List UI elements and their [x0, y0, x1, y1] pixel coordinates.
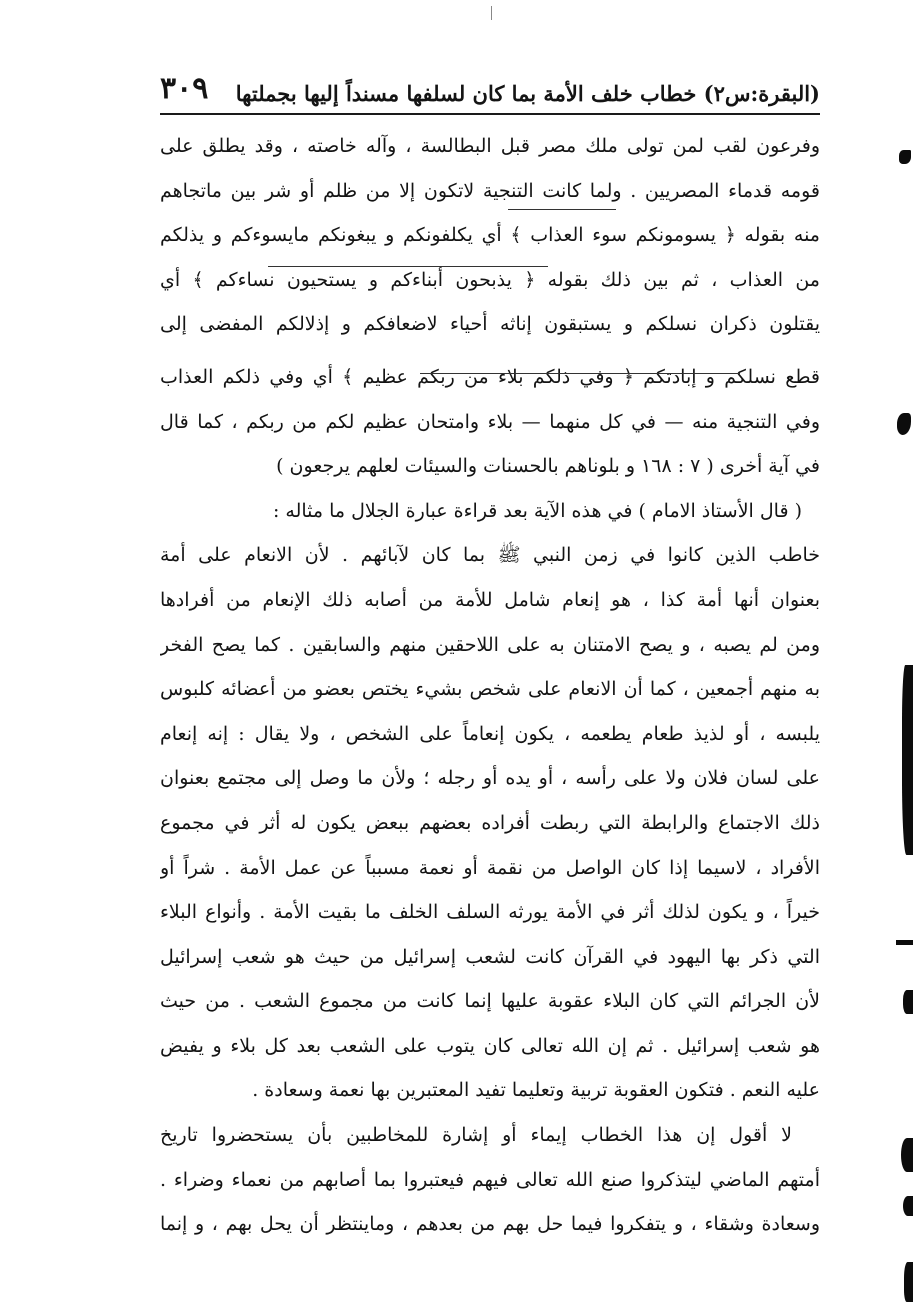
scan-artifact	[491, 6, 492, 20]
text-line: عليه النعم . فتكون العقوبة تربية وتعليما تفيد المعتبرين بها نعمة وسعادة .	[252, 1079, 820, 1102]
margin-ink-dash	[896, 940, 913, 945]
text-line: وفرعون لقب لمن تولى ملك مصر قبل البطالسة ، وآله خاصته ، وقد يطلق على	[160, 135, 820, 157]
text-line: الأفراد ، لاسيما إذا كان الواصل من نقمة أو نعمة مسبباً عن عمل الأمة . شراً أو	[160, 856, 820, 879]
running-head: (البقرة:س٢) خطاب خلف الأمة بما كان لسلفها مسنداً إليها بجملتها	[235, 81, 820, 106]
text-line: يلبسه ، أو لذيذ طعام يطعمه ، يكون إنعاماً على الشخص ، ولا يقال : إنه إنعام	[160, 722, 820, 745]
text-underline	[508, 209, 616, 210]
text-line: خيراً ، و يكون لذلك أثر في الأمة يورثه السلف الخلف ما بقيت الأمة . وأنواع البلاء	[160, 901, 820, 924]
text-underline	[268, 266, 548, 267]
text-line: وسعادة وشقاء ، و يتفكروا فيما حل بهم من بعدهم ، وماينتظر أن يحل بهم ، و إنما	[160, 1213, 820, 1236]
text-line: وفي التنجية منه — في كل منهما — بلاء وامتحان عظيم لكم من ربكم ، كما قال	[160, 410, 820, 433]
text-line: خاطب الذين كانوا في زمن النبي ﷺ بما كان لآبائهم . لأن الانعام على أمة	[160, 544, 820, 567]
text-line: لأن الجرائم التي كان البلاء عقوبة عليها إنما كانت من مجموع الشعب . من حيث	[160, 990, 820, 1013]
text-line: بعنوان أنها أمة كذا ، هو إنعام شامل للأمة من أصابه ذلك الإنعام من أفرادها	[160, 588, 820, 611]
text-line: ( قال الأستاذ الامام ) في هذه الآية بعد قراءة عبارة الجلال ما مثاله :	[272, 499, 802, 522]
margin-ink-spot	[903, 990, 913, 1014]
text-line: منه بقوله ﴿ يسومونكم سوء العذاب ﴾ أي يكلفونكم و يبغونكم مايسوءكم و يذلكم	[160, 224, 820, 247]
margin-ink-spot	[903, 1196, 913, 1216]
text-line: في آية أخرى ( ٧ : ١٦٨ و بلوناهم بالحسنات والسيئات لعلهم يرجعون )	[276, 455, 820, 478]
margin-ink-spot	[897, 413, 911, 435]
margin-ink-spot	[904, 1262, 913, 1302]
page-number: ٣٠٩	[160, 71, 209, 106]
text-line: يقتلون ذكران نسلكم و يستبقون إناثه أحياء لاضعافكم و إذلالكم المفضى إلى	[160, 313, 820, 336]
text-line: هو شعب إسرائيل . ثم إن الله تعالى كان يتوب على الشعب بعد كل بلاء و يفيض	[160, 1034, 820, 1057]
page-header	[160, 62, 820, 106]
header-rule	[160, 113, 820, 115]
margin-ink-spot	[899, 150, 911, 164]
margin-ink-bar	[902, 665, 913, 855]
text-line: من العذاب ، ثم بين ذلك بقوله ﴿ يذبحون أبناءكم و يستحيون نساءكم ﴾ أي	[160, 268, 820, 291]
text-line: قومه قدماء المصريين . ولما كانت التنجية لاتكون إلا من ظلم أو شر بين ماتجاهم	[160, 179, 820, 202]
text-line: به منهم أجمعين ، كما أن الانعام على شخص بشيء يختص بعضو من أعضائه كلبوس	[160, 678, 820, 701]
body-text	[160, 124, 820, 1247]
margin-ink-spot	[901, 1138, 913, 1172]
text-underline	[420, 373, 740, 374]
text-line: قطع نسلكم و إبادتكم ﴿ وفي ذلكم بلاء من ربكم عظيم ﴾ أي وفي ذلكم العذاب	[160, 365, 820, 388]
text-line: لا أقول إن هذا الخطاب إيماء أو إشارة للمخاطبين بأن يستحضروا تاريخ	[160, 1124, 792, 1147]
text-line: ذلك الاجتماع والرابطة التي ربطت أفراده بعضهم ببعض يكون له أثر في مجموع	[160, 811, 820, 834]
text-line: على لسان فلان ولا على رأسه ، أو يده أو رجله ؛ ولأن ما وصل إلى مجتمع بعنوان	[160, 767, 820, 790]
text-line: التي ذكر بها اليهود في القرآن كانت لشعب إسرائيل من حيث هو شعب إسرائيل	[160, 945, 820, 968]
text-line: ومن لم يصبه ، و يصح الامتنان به على اللاحقين منهم والسابقين . كما يصح الفخر	[160, 633, 820, 656]
text-line: أمتهم الماضي ليتذكروا صنع الله تعالى فيهم فيعتبروا بما أصابهم من نعماء وضراء .	[160, 1168, 820, 1191]
